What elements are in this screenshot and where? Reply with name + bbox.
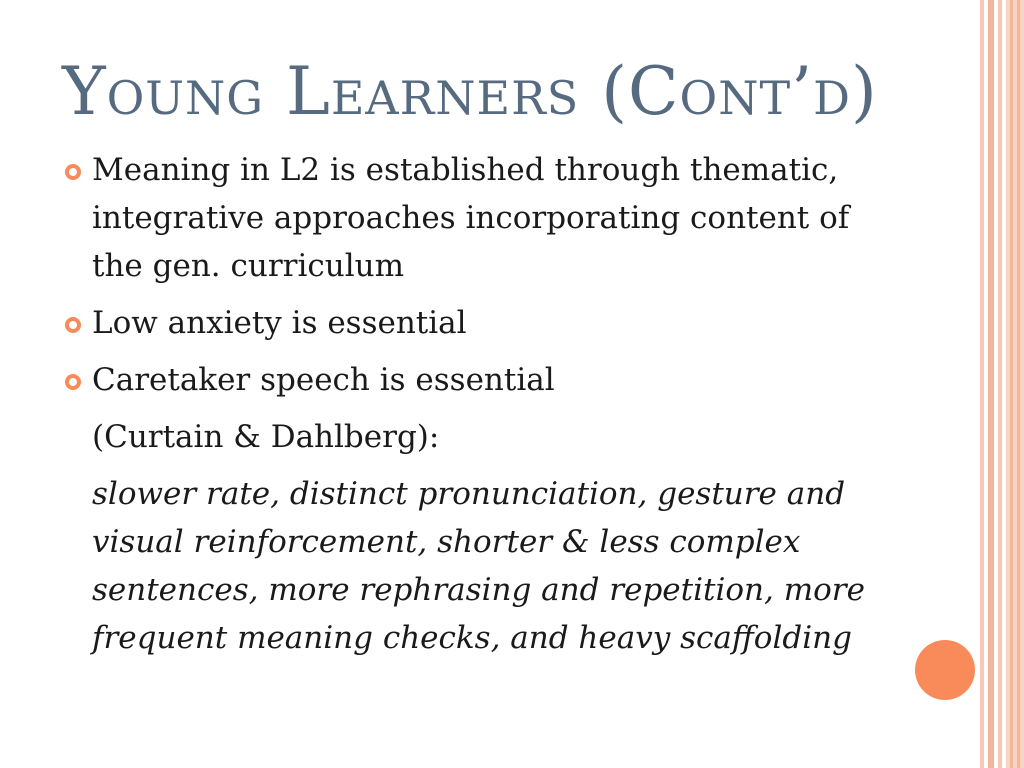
- slide-title: Young Learners (Cont’d): [62, 53, 878, 130]
- bullet-text: Meaning in L2 is established through thematic, integrative approaches incorporating content of the gen. curriculum: [92, 152, 850, 284]
- decorative-stripes: [980, 0, 1024, 768]
- bullet-text: Caretaker speech is essential: [92, 362, 555, 398]
- bullet-text: Low anxiety is essential: [92, 305, 467, 341]
- slide-content: [62, 146, 902, 671]
- stripe: [988, 0, 994, 768]
- detail-text: slower rate, distinct pronunciation, gesture and visual reinforcement, shorter & less complex sentences, more rephrasing and repetition, more frequent meaning checks, and heavy scaffolding: [92, 476, 865, 656]
- stripe: [998, 0, 1002, 768]
- stripe: [1006, 0, 1024, 768]
- bullet-ring-icon: [65, 374, 81, 390]
- bullet-item-caretaker-speech: [62, 356, 902, 404]
- bullet-item-meaning: [62, 146, 902, 290]
- stripe: [980, 0, 984, 768]
- decorative-circle: [915, 640, 975, 700]
- citation-text: (Curtain & Dahlberg):: [92, 419, 440, 455]
- stripe: [1017, 0, 1020, 768]
- bullet-ring-icon: [65, 317, 81, 333]
- bullet-ring-icon: [65, 164, 81, 180]
- stripe: [1010, 0, 1013, 768]
- bullet-item-low-anxiety: [62, 299, 902, 347]
